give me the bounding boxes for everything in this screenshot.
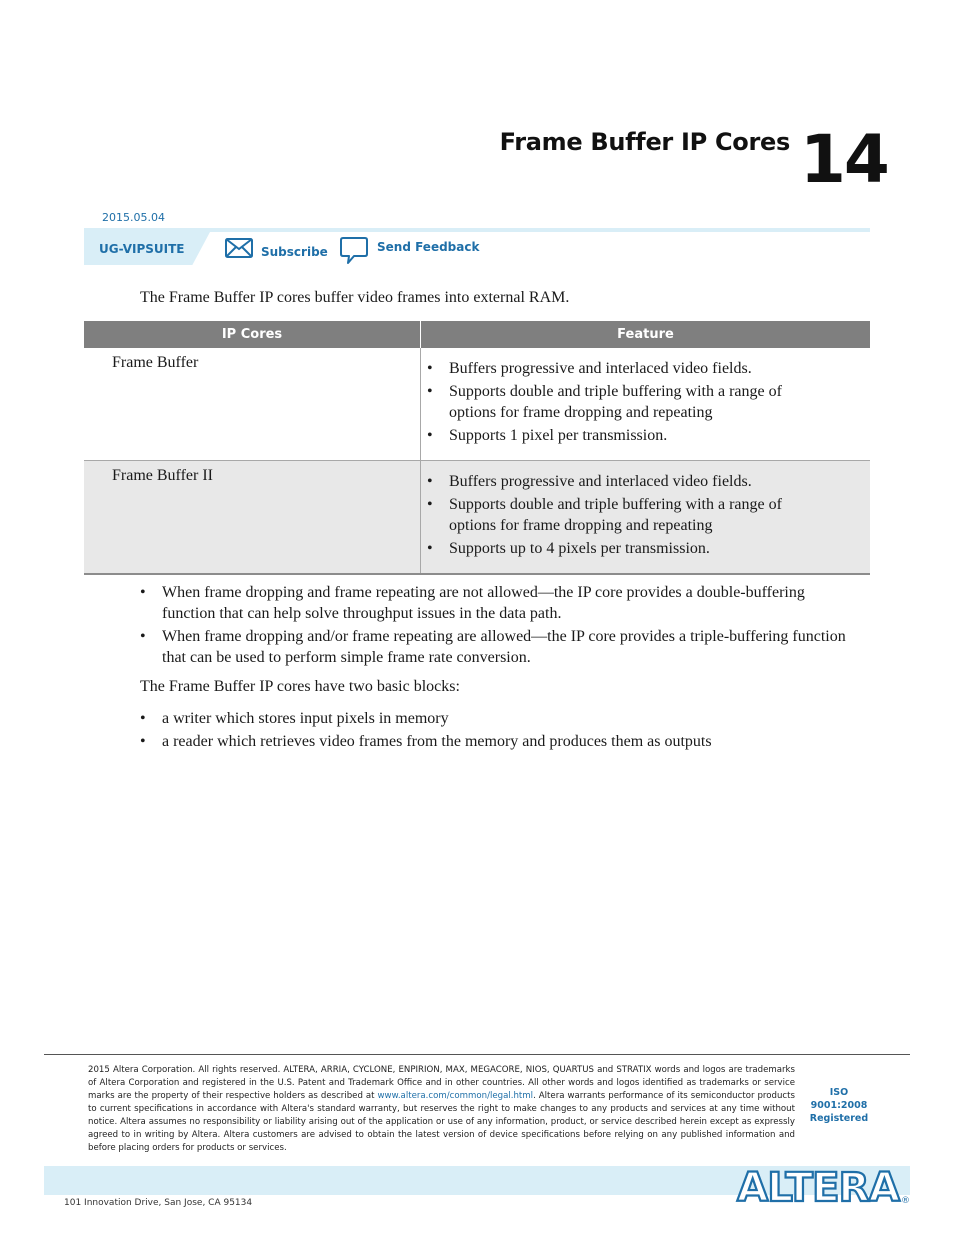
list-item: • Supports 1 pixel per transmission. [427,425,830,446]
column-header-ip-cores: IP Cores [84,321,421,348]
logo-wordmark: ALTERA [737,1165,901,1205]
list-item: • When frame dropping and/or frame repeating are allowed—the IP core provides a triple-buffering function that can be used to perform simple frame rate conversion. [140,626,860,668]
list-item: • Buffers progressive and interlaced video fields. [427,358,830,379]
legal-link[interactable]: www.altera.com/common/legal.html [377,1091,534,1101]
ip-core-name: Frame Buffer [84,348,421,461]
list-item: • Supports up to 4 pixels per transmission. [427,538,830,559]
blocks-paragraph: The Frame Buffer IP cores have two basic blocks: [140,678,460,695]
legal-notice [88,1064,795,1155]
iso-line: Registered [809,1113,869,1124]
legal-text-part2: . Altera warrants performance of its semiconductor products to current specifications in accordance with Altera's standard warranty, but reserves the right to make changes to any products and services at any time without notice. Altera assumes no responsibility or liability arising out of the application or use of any information, product, or service described herein except as expressly agreed to in writing by Altera. Altera customers are advised to obtain the latest version of device specifications before relying on any published information and before placing orders for products or services. [88,1091,796,1153]
footer-rule [44,1054,910,1055]
feature-cell [421,461,871,575]
list-item: • When frame dropping and frame repeating are not allowed—the IP core provides a double-buffering function that can help solve throughput issues in the data path. [140,582,860,624]
column-header-feature: Feature [421,321,871,348]
table-row [84,461,870,575]
iso-badge [806,1086,872,1125]
document-date: 2015.05.04 [102,211,165,224]
doc-id-label: UG-VIPSUITE [99,242,185,256]
feature-list [427,471,830,559]
table-row [84,348,870,461]
intro-paragraph: The Frame Buffer IP cores buffer video frames into external RAM. [140,289,570,306]
speech-bubble-icon [339,236,369,271]
list-item: • a writer which stores input pixels in memory [140,708,860,729]
registered-mark: ® [901,1196,910,1205]
iso-line: ISO [829,1087,849,1098]
subscribe-link[interactable] [225,238,328,262]
chapter-number: 14 [800,121,888,198]
iso-line: 9001:2008 [810,1100,868,1111]
list-item: • Supports double and triple buffering with a range of options for frame dropping and repeating [427,381,830,423]
send-feedback-link[interactable] [339,236,479,266]
buffering-modes-list [140,582,860,670]
list-item: • a reader which retrieves video frames from the memory and produces them as outputs [140,731,860,752]
send-feedback-label: Send Feedback [377,240,480,254]
feature-cell [421,348,871,461]
ip-core-name: Frame Buffer II [84,461,421,575]
legal-text-part1: 2015 Altera Corporation. All rights reserved. ALTERA, ARRIA, CYCLONE, ENPIRION, MAX, MEGACORE, NIOS, QUARTUS and STRATIX words and logos are trademarks of Altera Corporation and registered in the U.S. Patent and Trademark Office and in other countries. All other words and logos identified as trademarks or service marks are the property of their respective holders as described at [88,1065,795,1101]
basic-blocks-list [140,708,860,754]
list-item: • Supports double and triple buffering with a range of options for frame dropping and repeating [427,494,830,536]
company-address: 101 Innovation Drive, San Jose, CA 95134 [64,1198,253,1208]
envelope-icon [225,238,253,263]
altera-logo [735,1163,913,1210]
toolbar-rule [84,228,870,232]
feature-table [84,321,870,575]
list-item: • Buffers progressive and interlaced video fields. [427,471,830,492]
chapter-title: Frame Buffer IP Cores [499,128,790,156]
table-header-row [84,321,870,348]
subscribe-label: Subscribe [261,245,328,259]
feature-list [427,358,830,446]
